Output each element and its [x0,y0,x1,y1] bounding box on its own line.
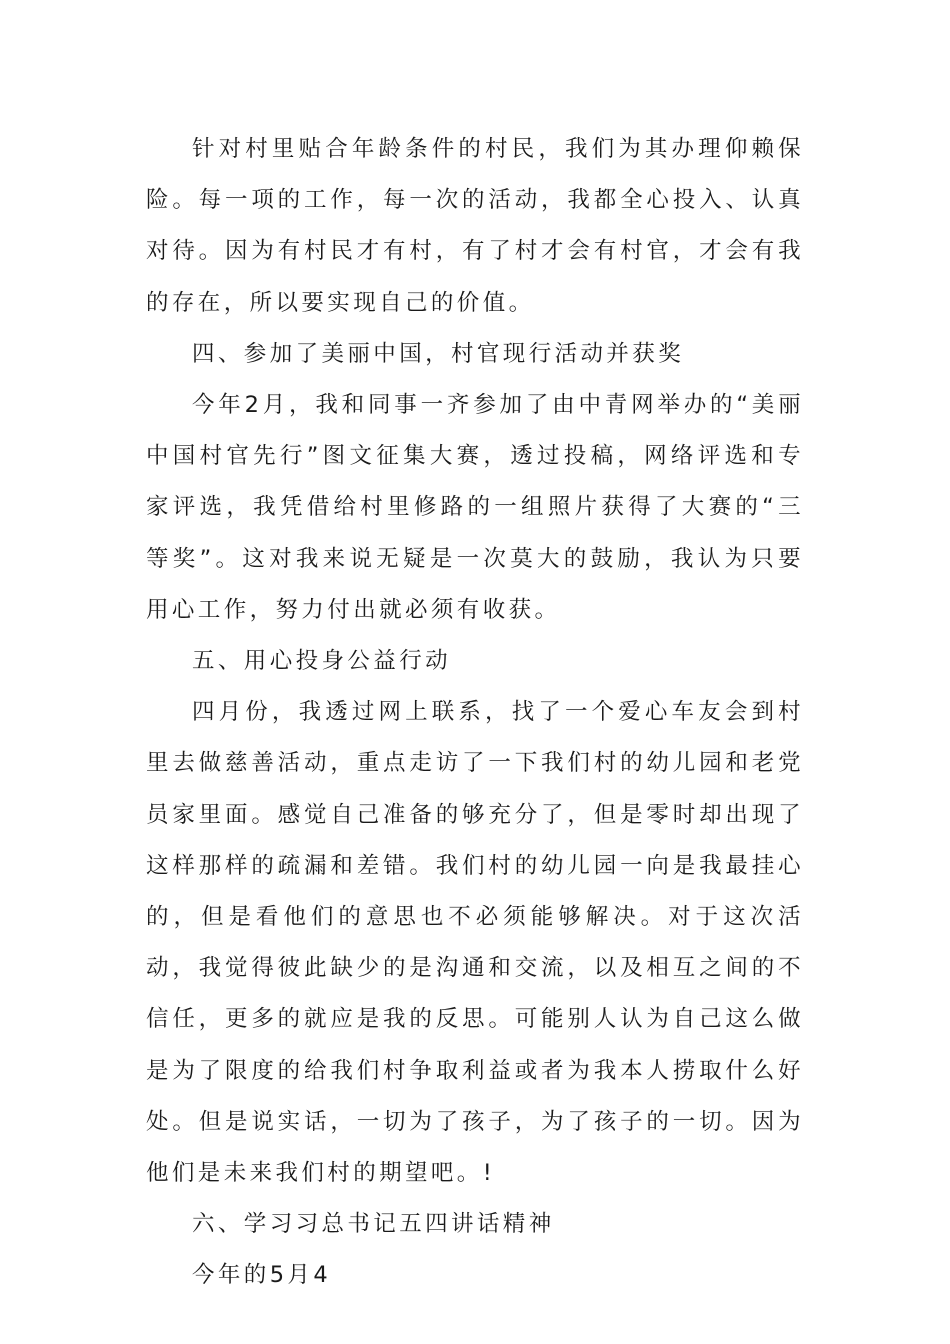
section-heading-award: 四、参加了美丽中国，村官现行活动并获奖 [192,340,685,367]
section-heading-charity: 五、用心投身公益行动 [192,648,452,675]
paragraph-charity: 四月份，我透过网上联系，找了一个爱心车友会到村里去做慈善活动，重点走访了一下我们村的幼儿园和老党员家里面。感觉自己准备的够充分了，但是零时却出现了这样那样的疏漏和差错。我们村的幼儿园一向是我最挂心的，但是看他们的意思也不必须能够解决。对于这次活动，我觉得彼此缺少的是沟通和交流，以及相互之间的不信任，更多的就应是我的反思。可能别人认为自己这么做是为了限度的给我们村争取利益或者为我本人捞取什么好处。但是说实话，一切为了孩子，为了孩子的一切。因为他们是未来我们村的期望吧。! [146,699,804,1187]
document-body [146,124,804,1302]
paragraph-contest: 今年2月，我和同事一齐参加了由中青网举办的“美丽中国村官先行”图文征集大赛，透过投稿，网络评选和专家评选，我凭借给村里修路的一组照片获得了大赛的“三等奖”。这对我来说无疑是一次莫大的鼓励，我认为只要用心工作，努力付出就必须有收获。 [146,392,804,623]
section-heading-speech: 六、学习习总书记五四讲话精神 [192,1211,555,1238]
paragraph-may-fourth: 今年的5月4 [192,1262,332,1289]
paragraph-insurance: 针对村里贴合年龄条件的村民，我们为其办理仰赖保险。每一项的工作，每一次的活动，我都全心投入、认真对待。因为有村民才有村，有了村才会有村官，才会有我的存在，所以要实现自己的价值。 [146,136,804,316]
